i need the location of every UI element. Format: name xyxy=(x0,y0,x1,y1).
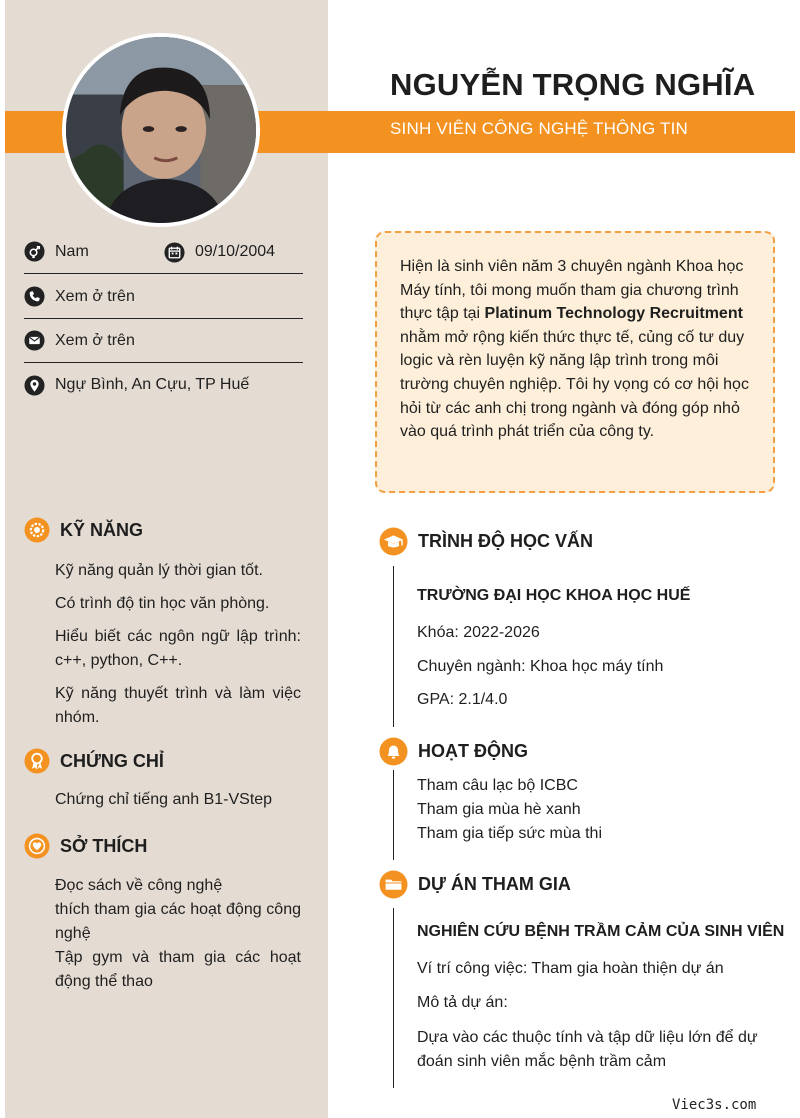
projects-heading xyxy=(379,870,571,899)
award-icon xyxy=(24,748,50,774)
email-icon xyxy=(24,330,45,351)
certificates-heading xyxy=(24,748,164,774)
location-pin-icon xyxy=(24,375,45,396)
objective-text-part2: nhằm mở rộng kiến thức thực tế, củng cố tư duy logic và rèn luyện kỹ năng lập trình trong môi trường chuyên nghiệp. Tôi hy vọng có cơ hội học hỏi từ các anh chị trong ngành và đóng góp nhỏ vào quá trình phát triển của công ty. xyxy=(400,328,749,441)
birthdate-value: 09/10/2004 xyxy=(195,243,276,260)
skills-heading xyxy=(24,517,143,543)
activities-list xyxy=(417,774,777,846)
education-timeline-line xyxy=(393,566,394,727)
list-item: Có trình độ tin học văn phòng. xyxy=(55,595,270,612)
list-item: Hiểu biết các ngôn ngữ lập trình: c++, python, C++. xyxy=(55,628,301,669)
address-value: Ngự Bình, An Cựu, TP Huế xyxy=(55,376,250,393)
list-item: Tham gia mùa hè xanh xyxy=(417,801,581,818)
candidate-name: NGUYỄN TRỌNG NGHĨA xyxy=(390,67,756,102)
list-item: Tham gia tiếp sức mùa thi xyxy=(417,825,603,842)
folder-icon xyxy=(379,870,408,899)
birthdate-group xyxy=(164,230,275,274)
activities-heading-label: HOẠT ĐỘNG xyxy=(418,741,528,761)
email-value: Xem ở trên xyxy=(55,331,135,349)
gender-value: Nam xyxy=(55,242,89,260)
phone-value: Xem ở trên xyxy=(55,287,135,305)
info-row-phone xyxy=(24,275,303,319)
list-item: Đọc sách về công nghệ xyxy=(55,877,223,894)
avatar xyxy=(62,33,260,227)
project-desc: Dựa vào các thuộc tính và tập dữ liệu lớn để dự đoán sinh viên mắc bệnh trầm cảm xyxy=(417,1029,758,1070)
info-row-email xyxy=(24,319,303,363)
calendar-icon xyxy=(164,242,185,263)
info-row-gender-birthdate xyxy=(24,230,303,274)
career-objective xyxy=(375,231,775,493)
activities-heading xyxy=(379,737,528,766)
project-role: Ví trí công việc: Tham gia hoàn thiện dự án xyxy=(417,960,724,977)
education-school: TRƯỜNG ĐẠI HỌC KHOA HỌC HUẾ xyxy=(417,587,691,604)
gear-icon xyxy=(24,517,50,543)
certificates-heading-label: CHỨNG CHỈ xyxy=(60,750,164,771)
graduation-cap-icon xyxy=(379,527,408,556)
bell-icon xyxy=(379,737,408,766)
project-desc-label: Mô tả dự án: xyxy=(417,994,508,1011)
project-name: NGHIÊN CỨU BỆNH TRẦM CẢM CỦA SINH VIÊN xyxy=(417,923,785,940)
candidate-title: SINH VIÊN CÔNG NGHỆ THÔNG TIN xyxy=(390,119,688,138)
list-item: Chứng chỉ tiếng anh B1-VStep xyxy=(55,791,273,808)
list-item: Kỹ năng thuyết trình và làm việc nhóm. xyxy=(55,685,301,726)
projects-timeline-line xyxy=(393,908,394,1088)
gender-icon xyxy=(24,241,45,262)
education-heading-label: TRÌNH ĐỘ HỌC VẤN xyxy=(418,531,593,551)
certificates-list xyxy=(55,788,301,812)
education-major: Chuyên ngành: Khoa học máy tính xyxy=(417,658,664,675)
list-item: Tham câu lạc bộ ICBC xyxy=(417,777,578,794)
activities-timeline-line xyxy=(393,770,394,860)
skills-heading-label: KỸ NĂNG xyxy=(60,519,144,540)
heart-icon xyxy=(24,833,50,859)
projects-heading-label: DỰ ÁN THAM GIA xyxy=(418,874,571,894)
phone-icon xyxy=(24,286,45,307)
list-item: thích tham gia các hoạt động công nghệ xyxy=(55,901,301,942)
objective-text-part1: Hiện là sinh viên năm 3 chuyên ngành Khoa học Máy tính, tôi mong muốn tham gia chương trình thực tập tại xyxy=(400,258,744,323)
objective-company: Platinum Technology Recruitment xyxy=(484,305,743,323)
hobbies-heading xyxy=(24,833,147,859)
education-gpa: GPA: 2.1/4.0 xyxy=(417,691,508,708)
education-course: Khóa: 2022-2026 xyxy=(417,624,540,641)
list-item: Tập gym và tham gia các hoạt động thể thao xyxy=(55,949,301,990)
education-heading xyxy=(379,527,593,556)
skills-list xyxy=(55,559,301,730)
info-row-address xyxy=(24,363,303,407)
watermark: Viec3s.com xyxy=(672,1097,757,1113)
list-item: Kỹ năng quản lý thời gian tốt. xyxy=(55,562,263,579)
hobbies-list xyxy=(55,874,301,994)
hobbies-heading-label: SỞ THÍCH xyxy=(60,835,148,856)
